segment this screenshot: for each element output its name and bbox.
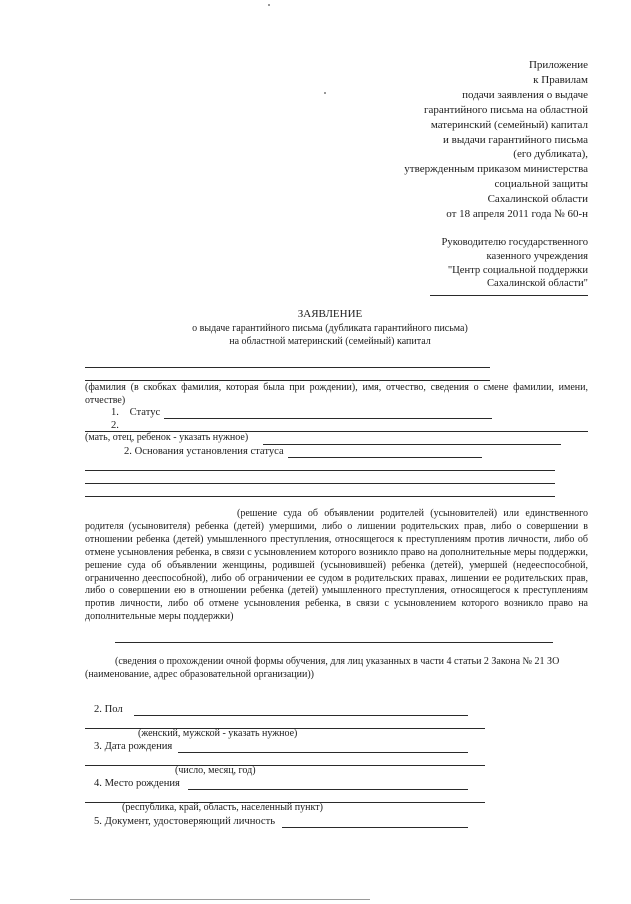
basis-label: 2. Основания установления статуса xyxy=(124,446,284,457)
document-label: 5. Документ, удостоверяющий личность xyxy=(94,816,276,827)
appendix-line: материнский (семейный) капитал xyxy=(430,118,588,131)
document-field-line[interactable] xyxy=(282,827,468,828)
gender-field-line[interactable] xyxy=(134,715,468,716)
appendix-line: утвержденным приказом министерства xyxy=(404,163,588,176)
addressee-line: казенного учреждения xyxy=(486,250,588,262)
gender-hint: (женский, мужской - указать нужное) xyxy=(138,728,298,739)
appendix-line: гарантийного письма на областной xyxy=(424,103,588,116)
birthdate-label: 3. Дата рождения xyxy=(94,741,173,752)
appendix-line: подачи заявления о выдаче xyxy=(462,88,588,101)
basis-field-line[interactable] xyxy=(85,470,555,471)
basis-field-line[interactable] xyxy=(85,496,555,497)
status-label: Статус xyxy=(129,407,161,418)
name-hint: (фамилия (в скобках фамилия, которая была при рождении), имя, отчество, сведения о смене фамилии, имени, отчестве) xyxy=(85,382,588,406)
birthplace-field-line[interactable] xyxy=(188,789,468,790)
item-2-number: 2. xyxy=(111,420,119,431)
gender-label: 2. Пол xyxy=(94,704,123,715)
name-field-line[interactable] xyxy=(85,367,490,368)
basis-field-line[interactable] xyxy=(85,483,555,484)
addressee-line: Руководителю государственного xyxy=(441,237,588,248)
status-hint-line[interactable] xyxy=(263,444,561,445)
education-text: (сведения о прохождении очной формы обучения, для лиц указанных в части 4 статьи 2 Закона № 21 ЗО (наименование, адрес образовательной организации)) xyxy=(85,656,560,680)
name-field-line[interactable] xyxy=(85,380,490,381)
status-field-line[interactable] xyxy=(164,418,492,419)
appendix-line: от 18 апреля 2011 года № 60-н xyxy=(446,208,588,221)
title-heading: ЗАЯВЛЕНИЕ xyxy=(297,308,363,320)
basis-field-line[interactable] xyxy=(288,457,482,458)
appendix-line: и выдачи гарантийного письма xyxy=(443,133,588,146)
court-decision-text: (решение суда об объявлении родителей (усыновителей) или единственного родителя (усыновителя) ребенка (детей) умершими, либо о лишении родительских прав, либо о совершении в отношении ребенка (детей) умышленного преступления, относящегося к преступлениям против личности, либо об отмене усыновления ребенка, в связи с усыновлением которого возникло право на дополнительные меры поддержки, решение суда об объявлении женщины, родившей (усыновившей) ребенка (детей), умершей (недееспособной, ограниченно дееспособной), либо об ограничении ее судом в родительских правах, лишении ее родительских прав, либо о совершении ею в отношении ребенка (детей) умышленного преступления, относящегося к преступлениям против личности, либо об отмене усыновления ребенка, в связи с усыновлением которого возникло право на дополнительные меры поддержки) xyxy=(85,508,588,623)
addressee-signature-line xyxy=(430,295,588,296)
addressee-line: Сахалинской области" xyxy=(486,278,588,290)
birthdate-field-line[interactable] xyxy=(178,752,468,753)
appendix-line: социальной защиты xyxy=(494,178,588,191)
appendix-line: Приложение xyxy=(528,59,588,71)
birthdate-field-line[interactable] xyxy=(85,765,485,766)
birthplace-label: 4. Место рождения xyxy=(94,778,180,789)
addressee-block xyxy=(288,236,588,291)
status-number: 1. xyxy=(111,407,119,418)
education-field-line[interactable] xyxy=(115,642,553,643)
appendix-line: (его дубликата), xyxy=(513,148,588,161)
appendix-line: к Правилам xyxy=(533,73,588,86)
scan-speck xyxy=(268,4,270,6)
appendix-block xyxy=(288,58,588,222)
scan-edge-line xyxy=(70,899,370,900)
birthdate-hint: (число, месяц, год) xyxy=(175,765,256,776)
addressee-line: "Центр социальной поддержки xyxy=(447,264,588,276)
appendix-line: Сахалинской области xyxy=(487,193,588,206)
document-title xyxy=(120,308,540,349)
title-subtitle: на областной материнский (семейный) капитал xyxy=(229,336,431,348)
status-hint: (мать, отец, ребенок - указать нужное) xyxy=(85,432,249,443)
status-row xyxy=(111,406,160,420)
birthplace-hint: (республика, край, область, населенный пункт) xyxy=(122,802,323,813)
title-subtitle: о выдаче гарантийного письма (дубликата гарантийного письма) xyxy=(192,322,468,334)
